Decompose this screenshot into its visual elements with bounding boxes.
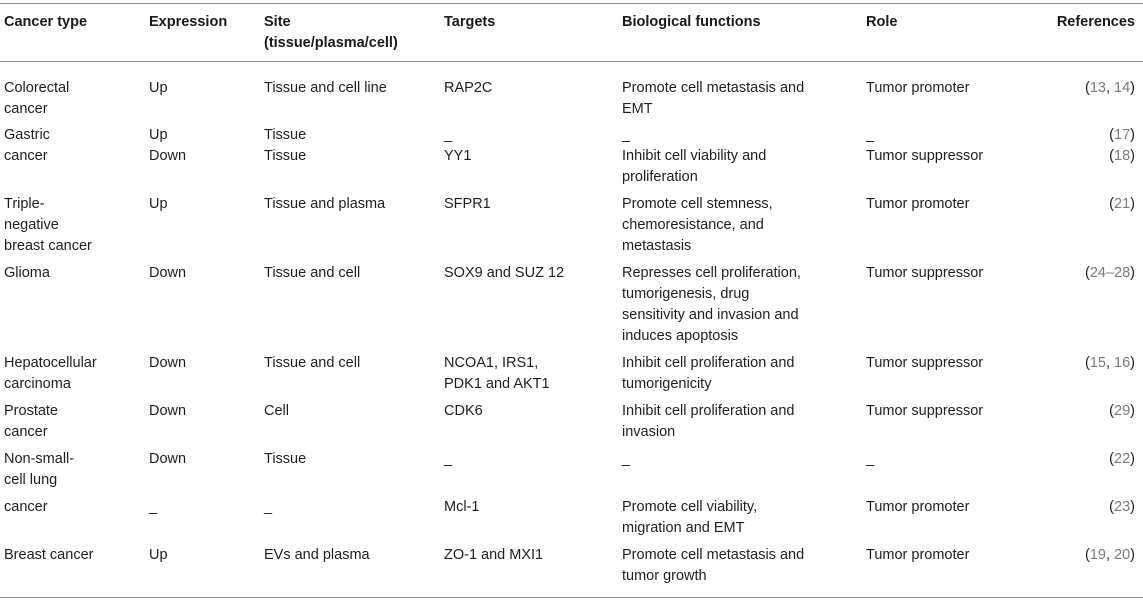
reference-link[interactable]: 21 [1114,196,1131,212]
cell-functions: Inhibit cell proliferation and invasion [622,403,795,440]
cell-targets: SOX9 and SUZ 12 [444,265,565,281]
reference-link[interactable]: 16 [1114,355,1131,371]
cell-functions: _ [622,451,631,467]
cell-site: Tissue [264,127,307,143]
cell-role: _ [866,127,875,143]
cell-functions: _ [622,127,631,143]
cell-references: (13, 14) [1084,80,1135,96]
cell-site: Cell [264,403,289,419]
cell-functions: Inhibit cell proliferation and tumorigenicity [622,355,795,392]
header-site: Site (tissue/plasma/cell) [264,14,398,51]
reference-link[interactable]: 22 [1114,451,1131,467]
cell-targets: SFPR1 [444,196,491,212]
cell-cancer-type: Prostate cancer [4,403,58,440]
cell-role: _ [866,451,875,467]
cell-targets: YY1 [444,148,472,164]
cell-functions: Promote cell metastasis and tumor growth [622,547,805,584]
cell-expression: Up [149,127,168,143]
cell-expression: Down [149,451,187,467]
cell-references: (24–28) [1084,265,1135,281]
cell-expression: Up [149,196,168,212]
cell-expression: Down [149,265,187,281]
cell-targets: CDK6 [444,403,483,419]
cell-cancer-type: Gastric [4,127,50,143]
cell-targets: _ [444,127,453,143]
cell-cancer-type: cancer [4,148,48,164]
cell-role: Tumor promoter [866,547,970,563]
cell-role: Tumor promoter [866,196,970,212]
cell-cancer-type: cancer [4,499,48,515]
cell-targets: Mcl-1 [444,499,480,515]
cell-cancer-type: Triple- negative breast cancer [4,196,92,254]
table-top-rule [0,3,1143,4]
cell-role: Tumor suppressor [866,403,984,419]
cell-role: Tumor suppressor [866,265,984,281]
cell-site: Tissue [264,148,307,164]
reference-link[interactable]: 17 [1114,127,1131,143]
cell-functions: Represses cell proliferation, tumorigenesis, drug sensitivity and invasion and induces apoptosis [622,265,801,344]
cell-references: (22) [1109,451,1135,467]
cell-references: (17) [1109,127,1135,143]
cell-site: _ [264,499,273,515]
cell-targets: ZO-1 and MXI1 [444,547,544,563]
table-bottom-rule [0,597,1143,598]
table-header-rule [0,61,1143,62]
cell-cancer-type: Hepatocellular carcinoma [4,355,97,392]
header-cancer-type: Cancer type [4,14,88,30]
cell-functions: Promote cell metastasis and EMT [622,80,805,117]
cell-references: (23) [1109,499,1135,515]
cell-site: Tissue and cell [264,265,361,281]
reference-link[interactable]: 24–28 [1089,265,1131,281]
reference-link[interactable]: 19 [1089,547,1106,563]
cell-expression: Down [149,355,187,371]
cell-site: Tissue and cell line [264,80,387,96]
header-role: Role [866,14,898,30]
cell-targets: NCOA1, IRS1, PDK1 and AKT1 [444,355,550,392]
cell-role: Tumor suppressor [866,355,984,371]
cell-expression: Up [149,80,168,96]
cell-site: Tissue and cell [264,355,361,371]
reference-link[interactable]: 18 [1114,148,1131,164]
reference-link[interactable]: 29 [1114,403,1131,419]
cell-references: (15, 16) [1084,355,1135,371]
reference-link[interactable]: 23 [1114,499,1131,515]
cell-references: (21) [1109,196,1135,212]
header-biological-functions: Biological functions [622,14,761,30]
reference-link[interactable]: 15 [1089,355,1106,371]
cell-site: Tissue [264,451,307,467]
reference-link[interactable]: 20 [1114,547,1131,563]
cell-cancer-type: Non-small- cell lung [4,451,75,488]
cell-targets: RAP2C [444,80,493,96]
header-references: References [1056,14,1135,30]
cell-cancer-type: Glioma [4,265,50,281]
cell-site: Tissue and plasma [264,196,386,212]
cell-role: Tumor promoter [866,80,970,96]
cell-role: Tumor suppressor [866,148,984,164]
cell-functions: Inhibit cell viability and proliferation [622,148,767,185]
cell-functions: Promote cell stemness, chemoresistance, and metastasis [622,196,773,254]
header-targets: Targets [444,14,496,30]
cell-role: Tumor promoter [866,499,970,515]
reference-link[interactable]: 13 [1089,80,1106,96]
cell-expression: _ [149,499,158,515]
cell-expression: Up [149,547,168,563]
reference-link[interactable]: 14 [1114,80,1131,96]
cell-references: (29) [1109,403,1135,419]
cell-site: EVs and plasma [264,547,370,563]
cell-references: (19, 20) [1084,547,1135,563]
cell-cancer-type: Colorectal cancer [4,80,70,117]
cell-references: (18) [1109,148,1135,164]
cell-cancer-type: Breast cancer [4,547,94,563]
cell-expression: Down [149,403,187,419]
header-expression: Expression [149,14,228,30]
cell-targets: _ [444,451,453,467]
cell-expression: Down [149,148,187,164]
cell-functions: Promote cell viability, migration and EMT [622,499,758,536]
